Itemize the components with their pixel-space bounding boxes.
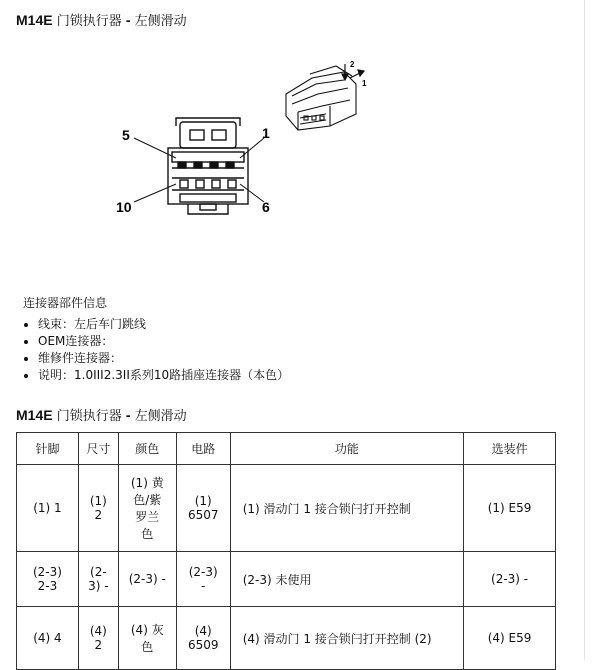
cell-size: (4) 2 bbox=[78, 607, 118, 670]
info-item-description: • 说明：1.0III2.3II系列10路插座连接器（本色） bbox=[38, 367, 289, 384]
header-pin: 针脚 bbox=[17, 433, 79, 465]
cell-function: (4) 滑动门 1 接合锁闩打开控制 (2) bbox=[230, 607, 463, 670]
cell-circuit: (1) 6507 bbox=[176, 465, 230, 552]
cell-option: (4) E59 bbox=[464, 607, 556, 670]
heading-dash: - bbox=[125, 407, 131, 423]
cell-size: (2- 3) - bbox=[78, 552, 118, 607]
heading-subtitle: 左侧滑动 bbox=[130, 14, 187, 29]
header-option: 选装件 bbox=[464, 433, 556, 465]
pin-label-1: 1 bbox=[262, 125, 270, 141]
connector-face bbox=[168, 118, 248, 214]
arrow-label-2: 2 bbox=[350, 60, 355, 69]
heading-title: 门锁执行器 bbox=[52, 409, 126, 424]
header-circuit: 电路 bbox=[176, 433, 230, 465]
connector-code: M14E bbox=[16, 12, 53, 28]
table-row bbox=[17, 607, 556, 670]
page-edge bbox=[584, 0, 606, 660]
connector-code: M14E bbox=[16, 407, 53, 423]
cell-pin: (4) 4 bbox=[17, 607, 79, 670]
cell-color: (2-3) - bbox=[118, 552, 176, 607]
page-heading bbox=[16, 10, 187, 29]
table-row bbox=[17, 552, 556, 607]
header-color: 颜色 bbox=[118, 433, 176, 465]
table-header-row bbox=[17, 433, 556, 465]
cell-function: (1) 滑动门 1 接合锁闩打开控制 bbox=[230, 465, 463, 552]
cell-option: (1) E59 bbox=[464, 465, 556, 552]
heading-dash: - bbox=[125, 12, 131, 28]
cell-circuit: (4) 6509 bbox=[176, 607, 230, 670]
arrow-label-1: 1 bbox=[362, 79, 367, 88]
cell-pin: (1) 1 bbox=[17, 465, 79, 552]
connector-info-list bbox=[22, 316, 289, 384]
table-heading bbox=[16, 405, 187, 424]
pin-label-6: 6 bbox=[262, 199, 270, 215]
heading-subtitle: 左侧滑动 bbox=[130, 409, 187, 424]
connector-diagram bbox=[100, 50, 420, 230]
cell-pin: (2-3) 2-3 bbox=[17, 552, 79, 607]
cell-function: (2-3) 未使用 bbox=[230, 552, 463, 607]
header-function: 功能 bbox=[230, 433, 463, 465]
pin-label-5: 5 bbox=[122, 127, 130, 143]
pin-table bbox=[16, 432, 556, 670]
connector-info-title: 连接器部件信息 bbox=[23, 296, 108, 310]
table-row bbox=[17, 465, 556, 552]
info-item-harness: • 线束：左后车门跳线 bbox=[38, 316, 289, 333]
heading-title: 门锁执行器 bbox=[52, 14, 126, 29]
cell-color: (1) 黄 色/紫 罗兰 色 bbox=[118, 465, 176, 552]
info-item-service: • 维修件连接器： bbox=[38, 350, 289, 367]
header-size: 尺寸 bbox=[78, 433, 118, 465]
cell-option: (2-3) - bbox=[464, 552, 556, 607]
pin-label-10: 10 bbox=[116, 199, 132, 215]
info-item-oem: • OEM连接器： bbox=[38, 333, 289, 350]
cell-circuit: (2-3) - bbox=[176, 552, 230, 607]
cell-color: (4) 灰 色 bbox=[118, 607, 176, 670]
cell-size: (1) 2 bbox=[78, 465, 118, 552]
